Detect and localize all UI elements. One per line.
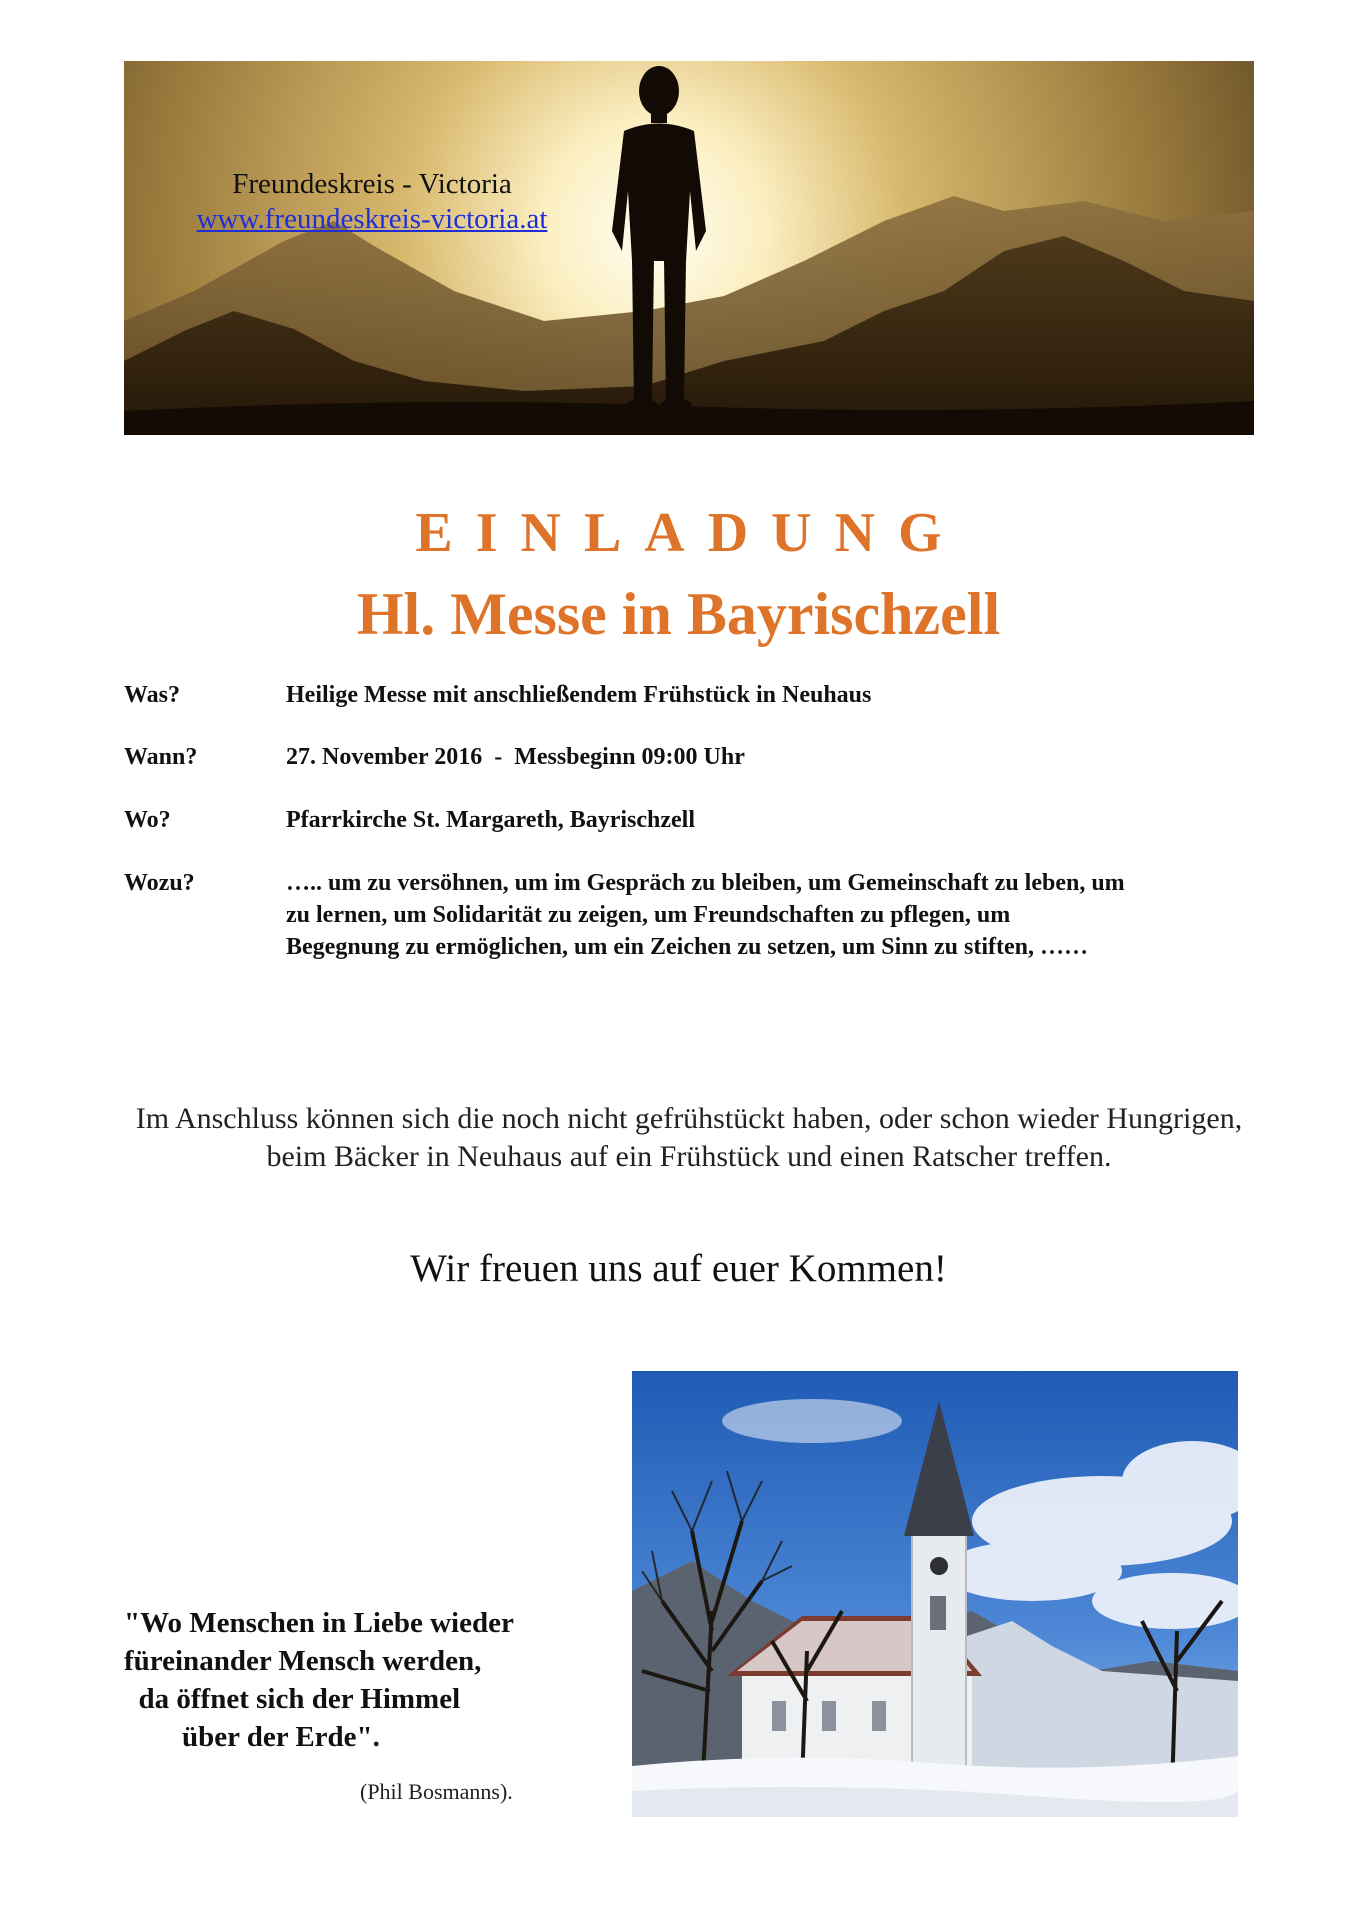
org-name: Freundeskreis - Victoria bbox=[232, 168, 512, 200]
detail-value: 27. November 2016 - Messbeginn 09:00 Uhr bbox=[286, 744, 745, 770]
church-photo bbox=[632, 1371, 1238, 1817]
detail-value: Pfarrkirche St. Margareth, Bayrischzell bbox=[286, 807, 696, 833]
quote-line: über der Erde". bbox=[124, 1721, 380, 1753]
quote-line: füreinander Mensch werden, bbox=[124, 1645, 482, 1677]
detail-label: Wozu? bbox=[124, 870, 195, 896]
detail-label: Wann? bbox=[124, 744, 198, 770]
detail-row-when bbox=[124, 741, 1204, 773]
quote-attribution: (Phil Bosmanns). bbox=[360, 1779, 513, 1804]
sunset-silhouette-image bbox=[124, 61, 1254, 435]
org-header bbox=[172, 166, 572, 236]
closing-line: Wir freuen uns auf euer Kommen! bbox=[410, 1247, 947, 1290]
detail-value: ….. um zu versöhnen, um im Gespräch zu bleiben, um Gemeinschaft zu leben, um zu lernen, um Solidarität zu zeigen, um Freundschaften zu pflegen, um Begegnung zu ermöglichen, um ein Zeichen zu setzen, um Sinn zu stiften, …… bbox=[286, 870, 1125, 960]
detail-row-what bbox=[124, 679, 1204, 711]
quote-line: "Wo Menschen in Liebe wieder bbox=[124, 1607, 514, 1639]
church-winter-image bbox=[632, 1371, 1238, 1817]
detail-row-why bbox=[124, 867, 1204, 963]
invitation-heading: EINLADUNG bbox=[415, 502, 965, 564]
detail-label: Was? bbox=[124, 682, 181, 708]
detail-row-where bbox=[124, 804, 1204, 836]
detail-value: Heilige Messe mit anschließendem Frühstück in Neuhaus bbox=[286, 682, 872, 708]
detail-label: Wo? bbox=[124, 807, 171, 833]
event-title: Hl. Messe in Bayrischzell bbox=[356, 581, 1001, 647]
quote-block bbox=[124, 1604, 604, 1756]
breakfast-paragraph: Im Anschluss können sich die noch nicht gefrühstückt haben, oder schon wieder Hungrigen, beim Bäcker in Neuhaus auf ein Frühstück und einen Ratscher treffen. bbox=[135, 1102, 1243, 1173]
quote-line: da öffnet sich der Himmel bbox=[124, 1683, 461, 1715]
header-banner bbox=[124, 61, 1254, 435]
org-website-link[interactable]: www.freundeskreis-victoria.at bbox=[196, 203, 548, 235]
